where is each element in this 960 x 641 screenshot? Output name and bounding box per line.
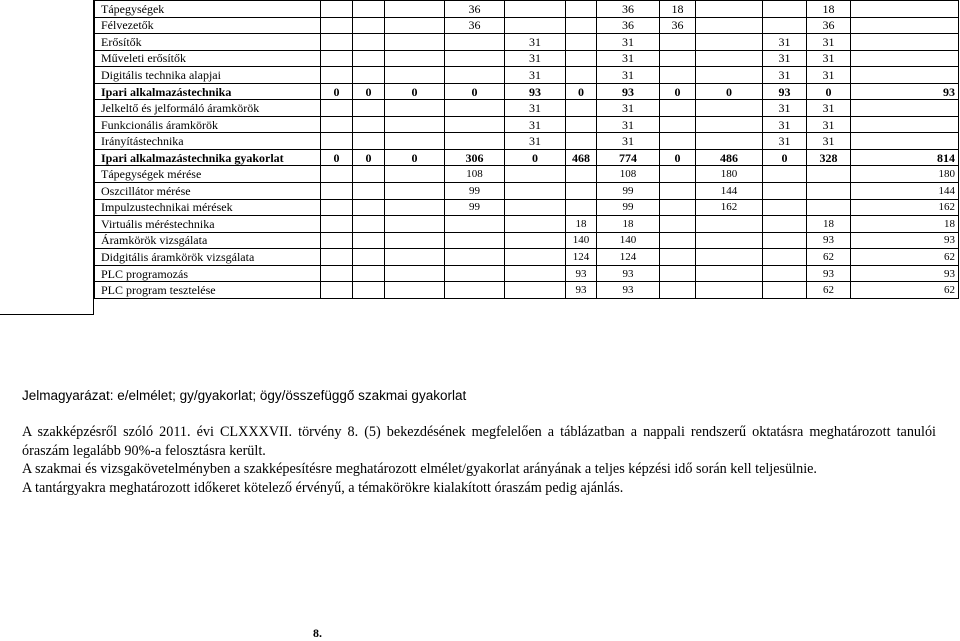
- subject-name-cell: Tápegységek: [95, 1, 321, 18]
- hours-cell: [353, 133, 385, 150]
- hours-cell: 31: [763, 50, 807, 67]
- hours-cell: [696, 232, 763, 249]
- table-row: [95, 83, 959, 100]
- subject-name-cell: Félvezetők: [95, 17, 321, 34]
- hours-cell: [445, 116, 505, 133]
- hours-cell: 31: [763, 116, 807, 133]
- hours-cell: [851, 34, 959, 51]
- hours-cell: [660, 50, 696, 67]
- hours-cell: [566, 100, 597, 117]
- hours-cell: [660, 67, 696, 84]
- table-row: [95, 34, 959, 51]
- hours-cell: [353, 282, 385, 299]
- hours-cell: 0: [321, 149, 353, 166]
- hours-cell: [660, 133, 696, 150]
- hours-cell: [353, 183, 385, 200]
- hours-cell: [566, 67, 597, 84]
- hours-cell: 162: [851, 199, 959, 216]
- table-row: [95, 116, 959, 133]
- hours-cell: [445, 282, 505, 299]
- table-row: [95, 183, 959, 200]
- hours-cell: 99: [597, 183, 660, 200]
- hours-cell: [353, 67, 385, 84]
- hours-cell: 31: [597, 67, 660, 84]
- hours-cell: 62: [807, 249, 851, 266]
- hours-cell: [353, 116, 385, 133]
- hours-cell: 0: [321, 83, 353, 100]
- legend-text: Jelmagyarázat: e/elmélet; gy/gyakorlat; ögy/összefüggő szakmai gyakorlat: [22, 388, 467, 403]
- hours-cell: [696, 100, 763, 117]
- hours-cell: 31: [597, 100, 660, 117]
- hours-cell: 31: [505, 50, 566, 67]
- hours-cell: [321, 232, 353, 249]
- hours-cell: [763, 183, 807, 200]
- hours-cell: [445, 50, 505, 67]
- hours-cell: [696, 67, 763, 84]
- hours-cell: [353, 100, 385, 117]
- hours-cell: [696, 249, 763, 266]
- hours-cell: 31: [763, 67, 807, 84]
- subject-name-cell: Digitális technika alapjai: [95, 67, 321, 84]
- table-row: [95, 50, 959, 67]
- hours-cell: [321, 67, 353, 84]
- hours-cell: [353, 17, 385, 34]
- subject-name-cell: Funkcionális áramkörök: [95, 116, 321, 133]
- hours-cell: 31: [763, 34, 807, 51]
- hours-cell: 108: [445, 166, 505, 183]
- hours-cell: [505, 1, 566, 18]
- table-row: [95, 133, 959, 150]
- subject-name-cell: Műveleti erősítők: [95, 50, 321, 67]
- hours-cell: [353, 265, 385, 282]
- hours-cell: 31: [505, 133, 566, 150]
- hours-cell: 62: [807, 282, 851, 299]
- hours-cell: [660, 100, 696, 117]
- hours-cell: 486: [696, 149, 763, 166]
- hours-cell: [763, 166, 807, 183]
- hours-cell: 774: [597, 149, 660, 166]
- hours-cell: [851, 133, 959, 150]
- hours-cell: [566, 183, 597, 200]
- notes-block: [22, 423, 936, 497]
- hours-cell: [385, 133, 445, 150]
- hours-cell: 18: [597, 216, 660, 233]
- hours-cell: [353, 249, 385, 266]
- hours-cell: [851, 1, 959, 18]
- hours-cell: [445, 67, 505, 84]
- table-row: [95, 282, 959, 299]
- hours-cell: 93: [807, 265, 851, 282]
- subject-name-cell: Tápegységek mérése: [95, 166, 321, 183]
- table-row: [95, 17, 959, 34]
- hours-cell: [660, 216, 696, 233]
- hours-cell: [505, 183, 566, 200]
- hours-cell: [321, 100, 353, 117]
- table-row: [95, 1, 959, 18]
- hours-cell: [353, 216, 385, 233]
- hours-cell: [445, 265, 505, 282]
- hours-cell: [763, 249, 807, 266]
- hours-cell: [807, 166, 851, 183]
- hours-cell: 62: [851, 282, 959, 299]
- hours-cell: 31: [807, 100, 851, 117]
- hours-cell: [660, 249, 696, 266]
- hours-cell: 18: [851, 216, 959, 233]
- hours-cell: [505, 232, 566, 249]
- hours-cell: [385, 100, 445, 117]
- hours-cell: 0: [385, 83, 445, 100]
- hours-cell: 124: [566, 249, 597, 266]
- hours-cell: [763, 282, 807, 299]
- hours-cell: [353, 166, 385, 183]
- subject-name-cell: Oszcillátor mérése: [95, 183, 321, 200]
- hours-cell: [385, 216, 445, 233]
- hours-cell: [385, 116, 445, 133]
- hours-cell: [445, 216, 505, 233]
- hours-cell: [566, 133, 597, 150]
- curriculum-hours-table: [94, 0, 959, 299]
- hours-cell: [321, 166, 353, 183]
- hours-cell: [851, 100, 959, 117]
- hours-cell: 18: [566, 216, 597, 233]
- hours-cell: [353, 232, 385, 249]
- hours-cell: 93: [597, 265, 660, 282]
- hours-cell: [321, 183, 353, 200]
- hours-cell: [566, 17, 597, 34]
- hours-cell: 0: [505, 149, 566, 166]
- hours-cell: [696, 133, 763, 150]
- hours-cell: [566, 116, 597, 133]
- hours-cell: [851, 50, 959, 67]
- hours-cell: [445, 100, 505, 117]
- hours-cell: [763, 232, 807, 249]
- hours-cell: [660, 183, 696, 200]
- hours-cell: 0: [385, 149, 445, 166]
- hours-cell: 36: [660, 17, 696, 34]
- hours-cell: 31: [505, 116, 566, 133]
- hours-cell: 0: [763, 149, 807, 166]
- hours-cell: [321, 50, 353, 67]
- hours-cell: 31: [763, 133, 807, 150]
- hours-cell: [660, 199, 696, 216]
- hours-cell: [763, 1, 807, 18]
- hours-cell: [660, 166, 696, 183]
- table-row: [95, 216, 959, 233]
- hours-cell: 108: [597, 166, 660, 183]
- hours-cell: [385, 232, 445, 249]
- hours-cell: 93: [763, 83, 807, 100]
- hours-cell: [566, 199, 597, 216]
- hours-cell: 99: [597, 199, 660, 216]
- hours-cell: 180: [696, 166, 763, 183]
- hours-cell: [660, 232, 696, 249]
- hours-cell: 99: [445, 199, 505, 216]
- hours-cell: 306: [445, 149, 505, 166]
- hours-cell: 31: [597, 50, 660, 67]
- hours-cell: [321, 133, 353, 150]
- hours-cell: [566, 1, 597, 18]
- hours-cell: [763, 17, 807, 34]
- hours-cell: [696, 265, 763, 282]
- subject-name-cell: Jelkeltő és jelformáló áramkörök: [95, 100, 321, 117]
- table-row: [95, 166, 959, 183]
- subject-name-cell: Impulzustechnikai mérések: [95, 199, 321, 216]
- hours-cell: 93: [597, 282, 660, 299]
- hours-cell: 36: [445, 17, 505, 34]
- hours-cell: 31: [807, 67, 851, 84]
- hours-cell: [763, 265, 807, 282]
- hours-cell: 18: [807, 216, 851, 233]
- hours-cell: [321, 116, 353, 133]
- hours-cell: 31: [807, 34, 851, 51]
- subject-name-cell: Ipari alkalmazástechnika gyakorlat: [95, 149, 321, 166]
- hours-cell: [696, 216, 763, 233]
- table-row: [95, 199, 959, 216]
- hours-cell: [851, 17, 959, 34]
- hours-cell: [385, 265, 445, 282]
- hours-cell: [321, 282, 353, 299]
- hours-cell: 93: [851, 232, 959, 249]
- hours-cell: [763, 216, 807, 233]
- left-margin-column: [0, 0, 94, 315]
- hours-cell: [321, 199, 353, 216]
- hours-cell: [385, 1, 445, 18]
- hours-cell: [660, 265, 696, 282]
- hours-cell: [566, 34, 597, 51]
- subject-name-cell: Irányítástechnika: [95, 133, 321, 150]
- table-row: [95, 232, 959, 249]
- hours-cell: 93: [851, 265, 959, 282]
- hours-cell: [696, 116, 763, 133]
- table-row: [95, 265, 959, 282]
- subject-name-cell: Áramkörök vizsgálata: [95, 232, 321, 249]
- hours-cell: 93: [566, 282, 597, 299]
- hours-cell: [763, 199, 807, 216]
- hours-cell: 31: [807, 50, 851, 67]
- hours-cell: [696, 34, 763, 51]
- hours-cell: [807, 183, 851, 200]
- hours-cell: 93: [597, 83, 660, 100]
- hours-cell: [505, 249, 566, 266]
- hours-cell: [385, 34, 445, 51]
- hours-cell: [321, 34, 353, 51]
- hours-cell: 0: [353, 149, 385, 166]
- hours-cell: 36: [807, 17, 851, 34]
- hours-cell: 31: [597, 133, 660, 150]
- hours-cell: 31: [505, 34, 566, 51]
- hours-cell: 18: [807, 1, 851, 18]
- hours-cell: [353, 199, 385, 216]
- hours-cell: [566, 166, 597, 183]
- hours-cell: 31: [597, 34, 660, 51]
- hours-cell: 93: [505, 83, 566, 100]
- table-row: [95, 149, 959, 166]
- hours-cell: [505, 17, 566, 34]
- hours-cell: [696, 17, 763, 34]
- hours-cell: 36: [445, 1, 505, 18]
- hours-cell: [385, 282, 445, 299]
- hours-cell: [696, 50, 763, 67]
- subject-name-cell: Erősítők: [95, 34, 321, 51]
- hours-cell: 31: [763, 100, 807, 117]
- hours-cell: [353, 50, 385, 67]
- hours-cell: [696, 282, 763, 299]
- hours-cell: [385, 50, 445, 67]
- hours-cell: [321, 1, 353, 18]
- hours-cell: 0: [696, 83, 763, 100]
- hours-cell: [321, 249, 353, 266]
- hours-cell: 93: [851, 83, 959, 100]
- table-row: [95, 100, 959, 117]
- hours-cell: [321, 17, 353, 34]
- page-number: 8.: [313, 626, 322, 640]
- hours-cell: 36: [597, 17, 660, 34]
- hours-cell: [385, 67, 445, 84]
- table-row: [95, 249, 959, 266]
- hours-cell: 140: [566, 232, 597, 249]
- hours-cell: 140: [597, 232, 660, 249]
- hours-cell: 0: [353, 83, 385, 100]
- note-paragraph-2: A szakmai és vizsgakövetelményben a szakképesítésre meghatározott elmélet/gyakorlat arányának a teljes képzési idő során kell teljesülnie.: [22, 461, 817, 477]
- hours-cell: 144: [696, 183, 763, 200]
- note-paragraph-3: A tantárgyakra meghatározott időkeret kötelező érvényű, a témakörökre kialakított óraszám pedig ajánlás.: [22, 479, 624, 496]
- hours-cell: [851, 116, 959, 133]
- hours-cell: [660, 34, 696, 51]
- hours-cell: [505, 265, 566, 282]
- hours-cell: 36: [597, 1, 660, 18]
- hours-cell: 0: [566, 83, 597, 100]
- hours-cell: [505, 166, 566, 183]
- hours-cell: 18: [660, 1, 696, 18]
- hours-cell: [660, 116, 696, 133]
- hours-cell: [851, 67, 959, 84]
- hours-cell: 31: [505, 67, 566, 84]
- hours-cell: [505, 282, 566, 299]
- subject-name-cell: PLC programozás: [95, 265, 321, 282]
- hours-cell: 31: [807, 116, 851, 133]
- subject-name-cell: Virtuális méréstechnika: [95, 216, 321, 233]
- hours-cell: [505, 216, 566, 233]
- hours-cell: 93: [566, 265, 597, 282]
- table-row: [95, 67, 959, 84]
- hours-cell: 31: [807, 133, 851, 150]
- hours-cell: [445, 232, 505, 249]
- hours-cell: 124: [597, 249, 660, 266]
- hours-cell: 144: [851, 183, 959, 200]
- hours-cell: [321, 216, 353, 233]
- hours-cell: [353, 1, 385, 18]
- hours-cell: 31: [505, 100, 566, 117]
- hours-cell: [445, 249, 505, 266]
- hours-cell: 0: [660, 149, 696, 166]
- hours-cell: [385, 17, 445, 34]
- note-paragraph-1: A szakképzésről szóló 2011. évi CLXXXVII. törvény 8. (5) bekezdésének megfelelően a táblázatban a nappali rendszerű oktatásra meghatározott tanulói óraszám legalább 90%-a felosztásra került.: [22, 424, 936, 459]
- hours-cell: [385, 199, 445, 216]
- hours-cell: 162: [696, 199, 763, 216]
- hours-cell: [566, 50, 597, 67]
- hours-cell: [445, 34, 505, 51]
- hours-cell: [385, 249, 445, 266]
- hours-cell: 468: [566, 149, 597, 166]
- hours-cell: 31: [597, 116, 660, 133]
- hours-cell: [385, 166, 445, 183]
- hours-cell: 99: [445, 183, 505, 200]
- hours-cell: [660, 282, 696, 299]
- hours-cell: [696, 1, 763, 18]
- hours-cell: 328: [807, 149, 851, 166]
- hours-cell: [385, 183, 445, 200]
- hours-cell: 814: [851, 149, 959, 166]
- hours-cell: [505, 199, 566, 216]
- hours-cell: 0: [807, 83, 851, 100]
- hours-cell: [445, 133, 505, 150]
- hours-cell: 180: [851, 166, 959, 183]
- hours-cell: [321, 265, 353, 282]
- subject-name-cell: PLC program tesztelése: [95, 282, 321, 299]
- hours-cell: [807, 199, 851, 216]
- hours-cell: [353, 34, 385, 51]
- hours-cell: 0: [445, 83, 505, 100]
- hours-cell: 62: [851, 249, 959, 266]
- subject-name-cell: Ipari alkalmazástechnika: [95, 83, 321, 100]
- subject-name-cell: Didgitális áramkörök vizsgálata: [95, 249, 321, 266]
- hours-cell: 93: [807, 232, 851, 249]
- hours-cell: 0: [660, 83, 696, 100]
